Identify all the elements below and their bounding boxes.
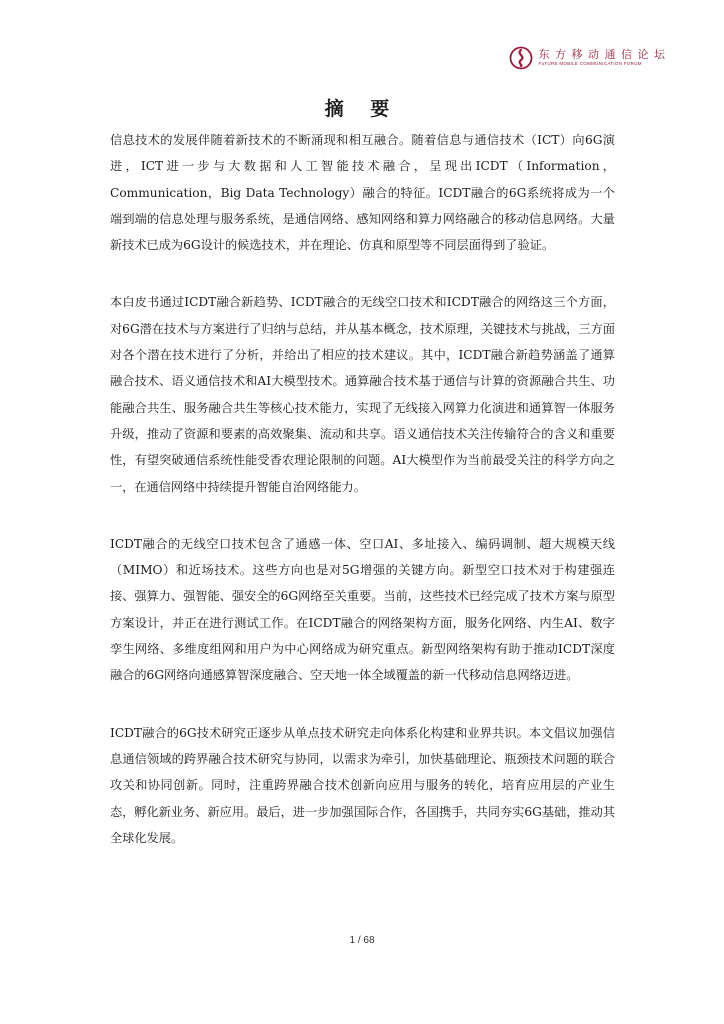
abstract-paragraph-1: 信息技术的发展伴随着新技术的不断涌现和相互融合。随着信息与通信技术（ICT）向6G演进，ICT进一步与大数据和人工智能技术融合，呈现出ICDT（Information，Communication，Big Data Technology）融合的特征。ICDT融合的6G系统将成为一个端到端的信息处理与服务系统，是通信网络、感知网络和算力网络融合的移动信息网络。大量新技术已成为6G设计的候选技术，并在理论、仿真和原型等不同层面得到了验证。 bbox=[110, 133, 615, 253]
logo-text bbox=[539, 49, 666, 67]
forum-logo bbox=[509, 46, 666, 70]
page-title: 摘 要 bbox=[324, 98, 400, 120]
abstract-paragraph-4: ICDT融合的6G技术研究正逐步从单点技术研究走向体系化构建和业界共识。本文倡议加强信息通信领域的跨界融合技术研究与协同，以需求为牵引，加快基础理论、瓶颈技术问题的联合攻关和协同创新。同时，注重跨界融合技术创新向应用与服务的转化，培育应用层的产业生态，孵化新业务、新应用。最后，进一步加强国际合作，各国携手，共同夯实6G基础，推动其全球化发展。 bbox=[110, 725, 615, 845]
abstract-paragraph-3: ICDT融合的无线空口技术包含了通感一体、空口AI、多址接入、编码调制、超大规模天线（MIMO）和近场技术。这些方向也是对5G增强的关键方向。新型空口技术对于构建强连接、强算力、强智能、强安全的6G网络至关重要。当前，这些技术已经完成了技术方案与原型方案设计，并正在进行测试工作。在ICDT融合的网络架构方面，服务化网络、内生AI、数字孪生网络、多维度组网和用户为中心网络成为研究重点。新型网络架构有助于推动ICDT深度融合的6G网络向通感算智深度融合、空天地一体全域覆盖的新一代移动信息网络迈进。 bbox=[110, 536, 615, 683]
abstract-body bbox=[110, 127, 615, 882]
logo-english-name: FuTURE MOBILE COMMUNICATION FORUM bbox=[538, 61, 642, 67]
page-number: 1 / 68 bbox=[349, 935, 375, 946]
logo-chinese-name: 东 方 移 动 通 信 论 坛 bbox=[538, 48, 666, 62]
abstract-paragraph-2: 本白皮书通过ICDT融合新趋势、ICDT融合的无线空口技术和ICDT融合的网络这三个方面，对6G潜在技术与方案进行了归纳与总结，并从基本概念，技术原理，关键技术与挑战，三方面对各个潜在技术进行了分析，并给出了相应的技术建议。其中，ICDT融合新趋势涵盖了通算融合技术、语义通信技术和AI大模型技术。通算融合技术基于通信与计算的资源融合共生、功能融合共生、服务融合共生等核心技术能力，实现了无线接入网算力化演进和通算智一体服务升级，推动了资源和要素的高效聚集、流动和共享。语义通信技术关注传输符合的含义和重要性，有望突破通信系统性能受香农理论限制的问题。AI大模型作为当前最受关注的科学方向之一，在通信网络中持续提升智能自治网络能力。 bbox=[110, 295, 615, 494]
forum-logo-icon bbox=[509, 46, 533, 70]
